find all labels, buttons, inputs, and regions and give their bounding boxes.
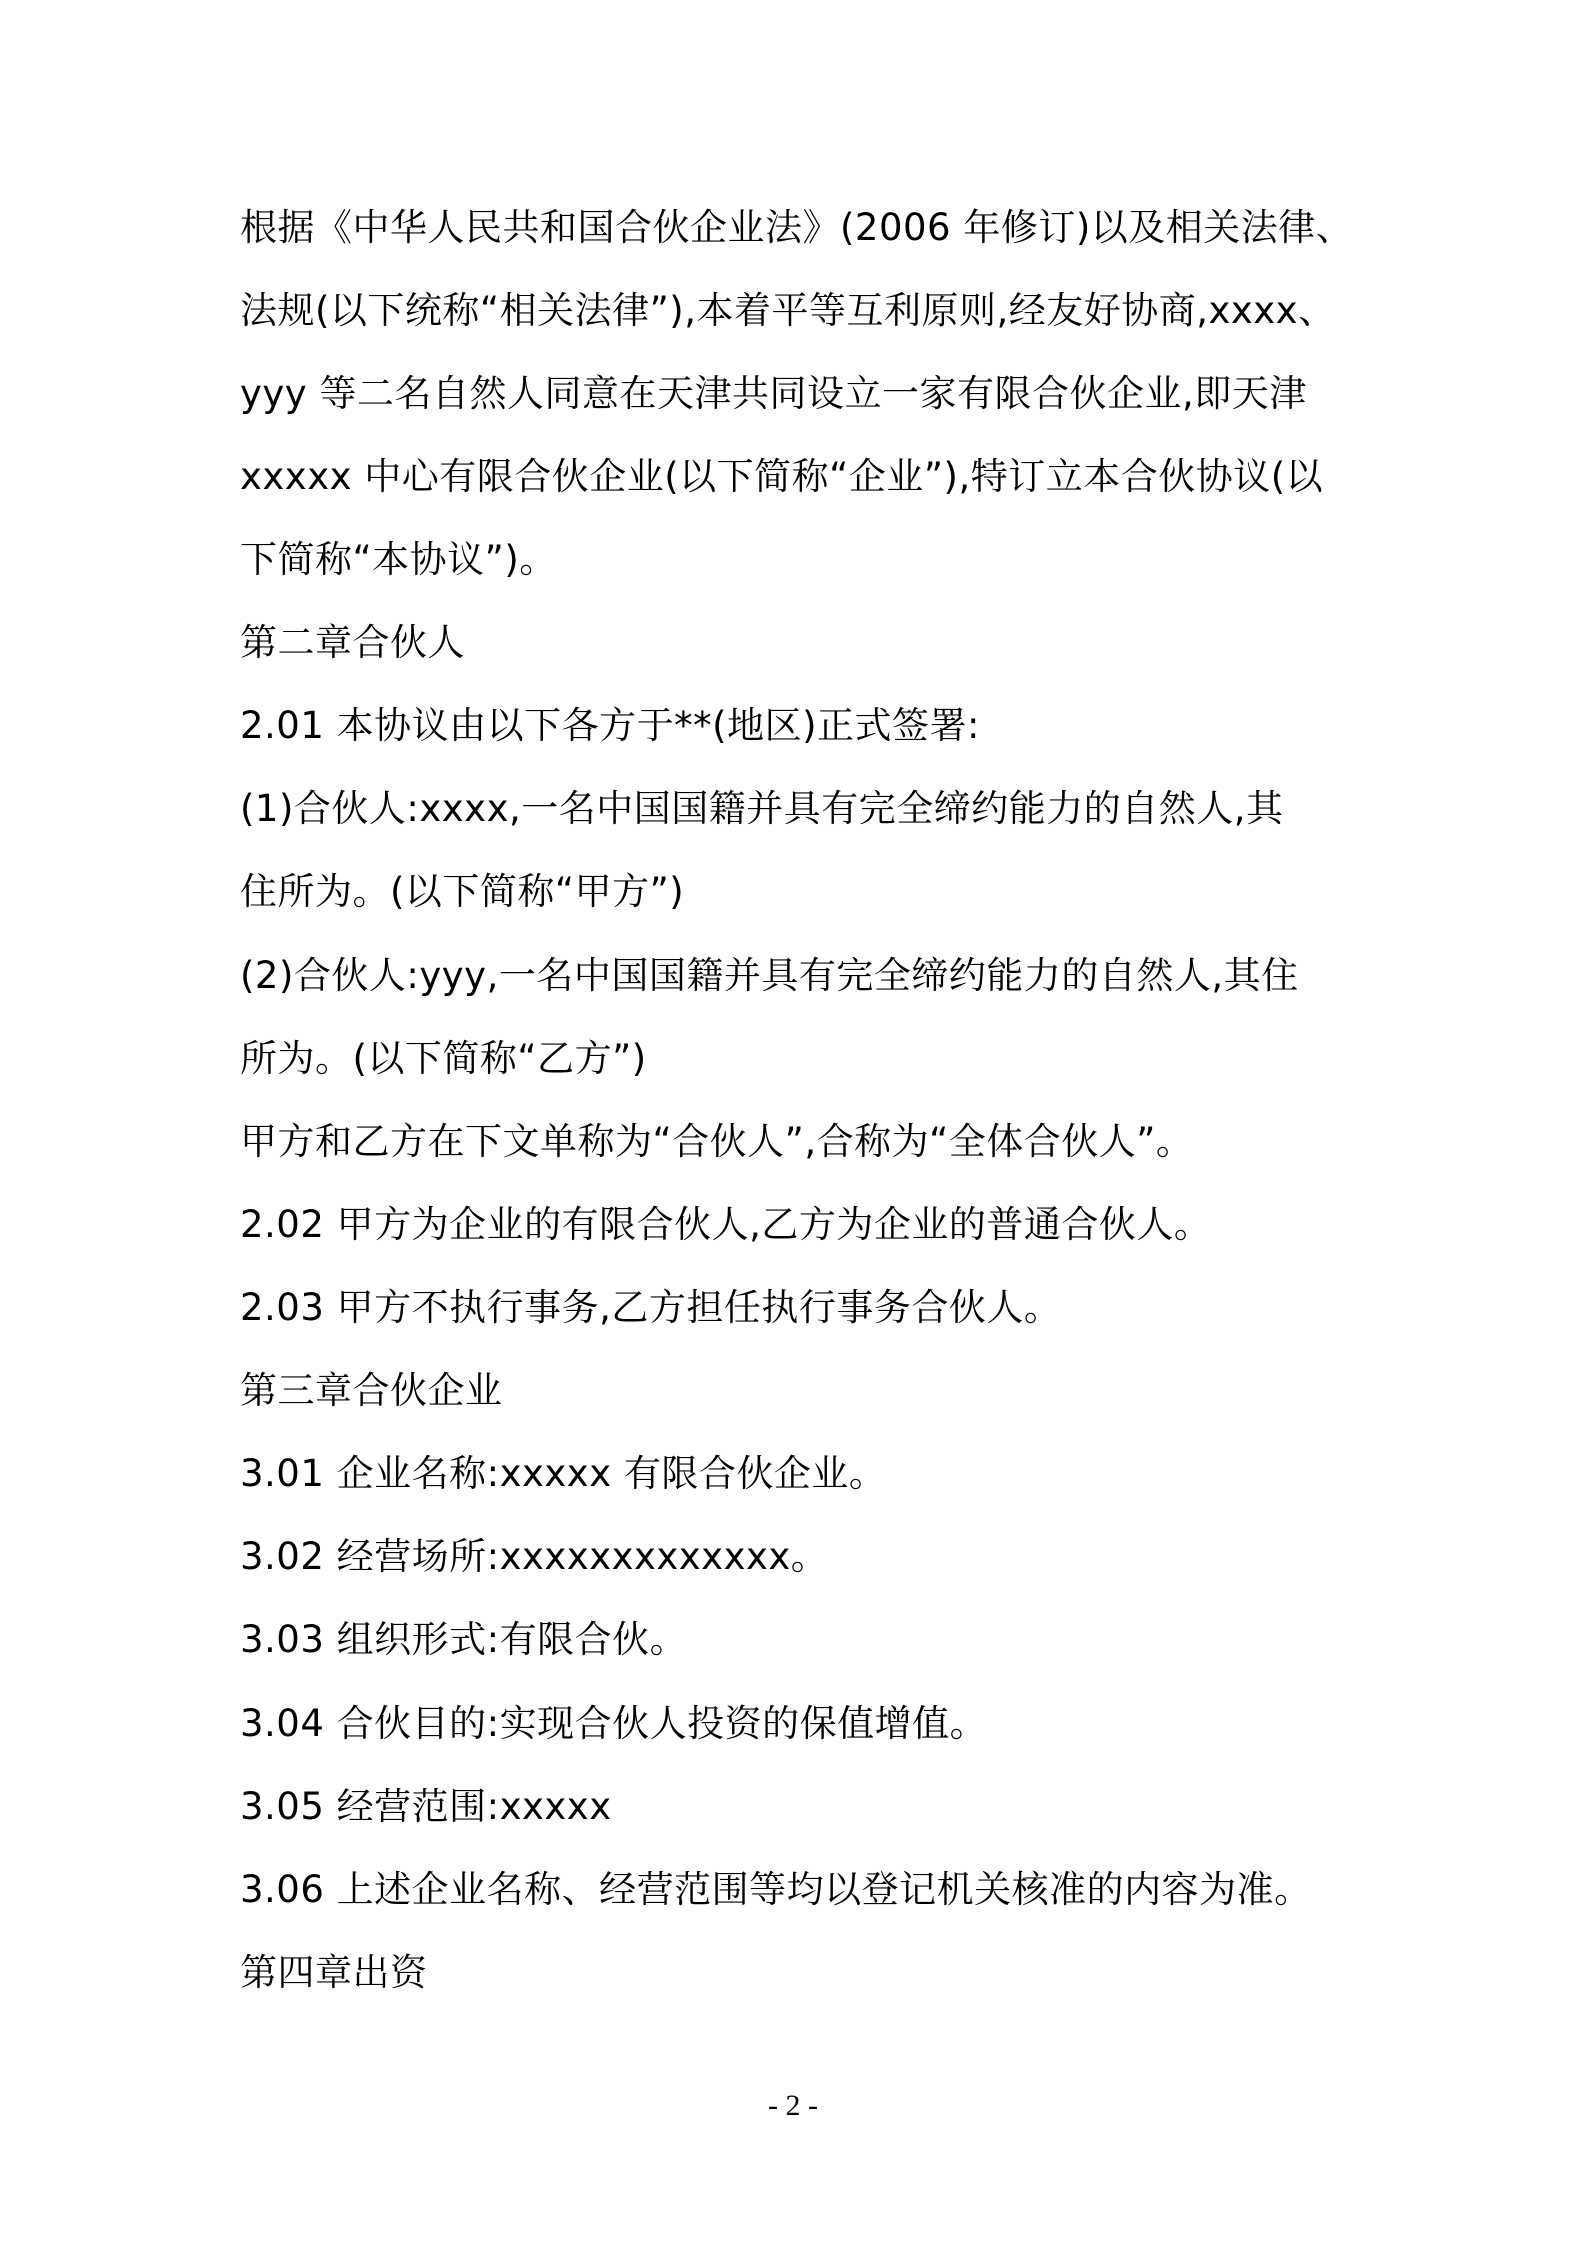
clause-line: 3.01 企业名称:xxxxx 有限合伙企业。: [240, 1452, 887, 1495]
paragraph-line: yyy 等二名自然人同意在天津共同设立一家有限合伙企业,即天津: [240, 372, 1307, 415]
clause-line: 3.04 合伙目的:实现合伙人投资的保值增值。: [240, 1702, 988, 1745]
clause-line: 2.03 甲方不执行事务,乙方担任执行事务合伙人。: [240, 1286, 1062, 1329]
paragraph-line: 法规(以下统称“相关法律”),本着平等互利原则,经友好协商,xxxx、: [240, 289, 1336, 332]
clause-line: (1)合伙人:xxxx,一名中国国籍并具有完全缔约能力的自然人,其: [240, 787, 1284, 830]
chapter-heading: 第四章出资: [240, 1951, 428, 1994]
paragraph-line: 下简称“本协议”)。: [240, 538, 557, 581]
clause-line: 3.06 上述企业名称、经营范围等均以登记机关核准的内容为准。: [240, 1868, 1312, 1911]
clause-line: 甲方和乙方在下文单称为“合伙人”,合称为“全体合伙人”。: [240, 1120, 1194, 1163]
clause-line: 3.05 经营范围:xxxxx: [240, 1785, 612, 1828]
clause-line: 住所为。(以下简称“甲方”): [240, 870, 685, 913]
chapter-heading: 第三章合伙企业: [240, 1369, 503, 1412]
page-number: - 2 -: [768, 2089, 818, 2122]
paragraph-line: 根据《中华人民共和国合伙企业法》(2006 年修订)以及相关法律、: [240, 206, 1354, 249]
clause-line: 3.02 经营场所:xxxxxxxxxxxxx。: [240, 1535, 829, 1578]
paragraph-line: xxxxx 中心有限合伙企业(以下简称“企业”),特订立本合伙协议(以: [240, 455, 1324, 498]
clause-line: 2.02 甲方为企业的有限合伙人,乙方为企业的普通合伙人。: [240, 1203, 1212, 1246]
clause-line: 2.01 本协议由以下各方于**(地区)正式签署:: [240, 704, 980, 747]
clause-line: 3.03 组织形式:有限合伙。: [240, 1618, 688, 1661]
clause-line: (2)合伙人:yyy,一名中国国籍并具有完全缔约能力的自然人,其住: [240, 954, 1299, 997]
chapter-heading: 第二章合伙人: [240, 621, 465, 664]
clause-line: 所为。(以下简称“乙方”): [240, 1037, 647, 1080]
